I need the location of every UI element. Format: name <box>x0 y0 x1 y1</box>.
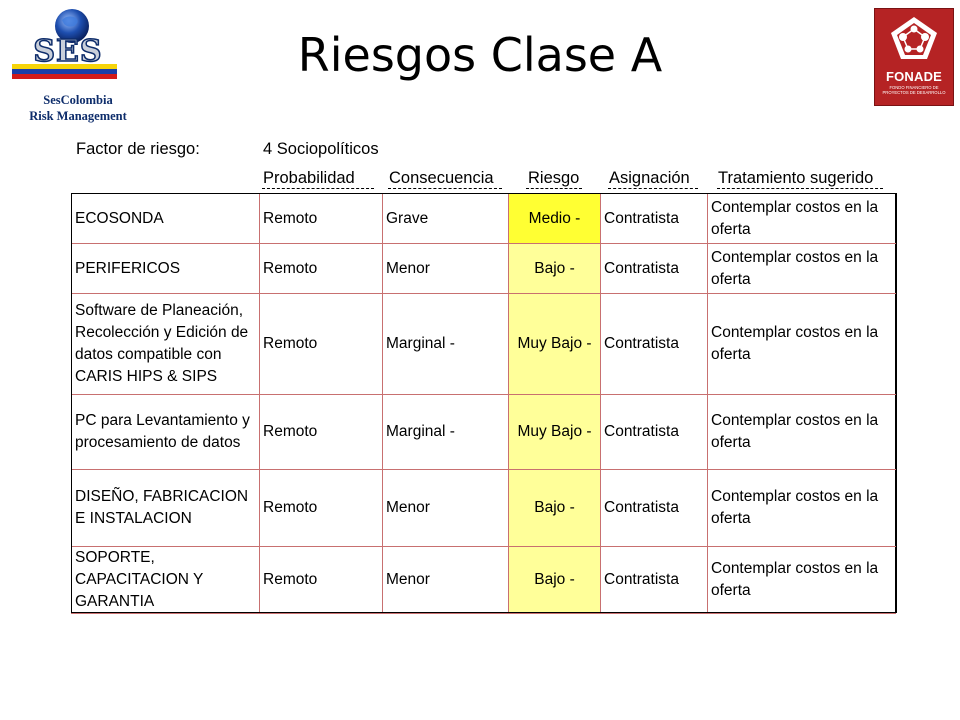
fonade-logo <box>874 8 954 106</box>
cell-probabilidad: Remoto <box>260 547 383 614</box>
cell-riesgo: Muy Bajo - <box>509 294 601 395</box>
ses-name-line1: SesColombia <box>43 93 113 107</box>
cell-probabilidad: Remoto <box>260 194 383 244</box>
ses-name-line2: Risk Management <box>29 109 127 123</box>
header-underline <box>262 188 374 189</box>
cell-probabilidad: Remoto <box>260 395 383 470</box>
table-row <box>72 244 896 294</box>
cell-asignacion: Contratista <box>601 395 708 470</box>
cell-item: PERIFERICOS <box>72 244 260 294</box>
cell-tratamiento: Contemplar costos en la oferta <box>708 547 896 614</box>
cell-probabilidad: Remoto <box>260 470 383 547</box>
risk-table <box>71 193 896 614</box>
factor-value: 4 Sociopolíticos <box>263 140 379 158</box>
cell-riesgo: Bajo - <box>509 547 601 614</box>
table-row <box>72 194 896 244</box>
cell-asignacion: Contratista <box>601 470 708 547</box>
header-underline <box>608 188 698 189</box>
header-underline <box>526 188 582 189</box>
cell-asignacion: Contratista <box>601 244 708 294</box>
table-row <box>72 470 896 547</box>
cell-riesgo: Bajo - <box>509 470 601 547</box>
table-row <box>72 395 896 470</box>
table-row <box>72 547 896 614</box>
cell-item: ECOSONDA <box>72 194 260 244</box>
factor-label: Factor de riesgo: <box>76 140 200 158</box>
table-row <box>72 294 896 395</box>
cell-tratamiento: Contemplar costos en la oferta <box>708 244 896 294</box>
cell-asignacion: Contratista <box>601 194 708 244</box>
col-header-riesgo: Riesgo <box>528 169 580 187</box>
ses-wordmark: SES <box>33 34 103 69</box>
cell-tratamiento: Contemplar costos en la oferta <box>708 470 896 547</box>
cell-item: DISEÑO, FABRICACION E INSTALACION <box>72 470 260 547</box>
slide-title: Riesgos Clase A <box>297 28 663 82</box>
fonade-subtitle: FONDO FINANCIERO DE PROYECTOS DE DESARROLLO <box>882 85 946 95</box>
cell-item: SOPORTE, CAPACITACION Y GARANTIA <box>72 547 260 614</box>
cell-consecuencia: Menor <box>383 547 509 614</box>
cell-consecuencia: Menor <box>383 470 509 547</box>
cell-riesgo: Muy Bajo - <box>509 395 601 470</box>
cell-tratamiento: Contemplar costos en la oferta <box>708 395 896 470</box>
cell-probabilidad: Remoto <box>260 244 383 294</box>
cell-consecuencia: Menor <box>383 244 509 294</box>
cell-consecuencia: Marginal - <box>383 395 509 470</box>
cell-riesgo: Bajo - <box>509 244 601 294</box>
col-header-consecuencia: Consecuencia <box>389 169 494 187</box>
cell-asignacion: Contratista <box>601 294 708 395</box>
header-underline <box>717 188 883 189</box>
cell-item: PC para Levantamiento y procesamiento de datos <box>72 395 260 470</box>
col-header-asignacion: Asignación <box>609 169 690 187</box>
header-underline <box>388 188 502 189</box>
cell-probabilidad: Remoto <box>260 294 383 395</box>
fonade-name: FONADE <box>885 69 943 84</box>
cell-riesgo: Medio - <box>509 194 601 244</box>
cell-asignacion: Contratista <box>601 547 708 614</box>
cell-consecuencia: Grave <box>383 194 509 244</box>
col-header-tratamiento: Tratamiento sugerido <box>718 169 874 187</box>
ses-company-name <box>8 92 148 124</box>
cell-item: Software de Planeación, Recolección y Edición de datos compatible con CARIS HIPS & SIPS <box>72 294 260 395</box>
cell-tratamiento: Contemplar costos en la oferta <box>708 294 896 395</box>
fonade-emblem-icon <box>875 9 953 69</box>
cell-consecuencia: Marginal - <box>383 294 509 395</box>
cell-tratamiento: Contemplar costos en la oferta <box>708 194 896 244</box>
col-header-probabilidad: Probabilidad <box>263 169 355 187</box>
